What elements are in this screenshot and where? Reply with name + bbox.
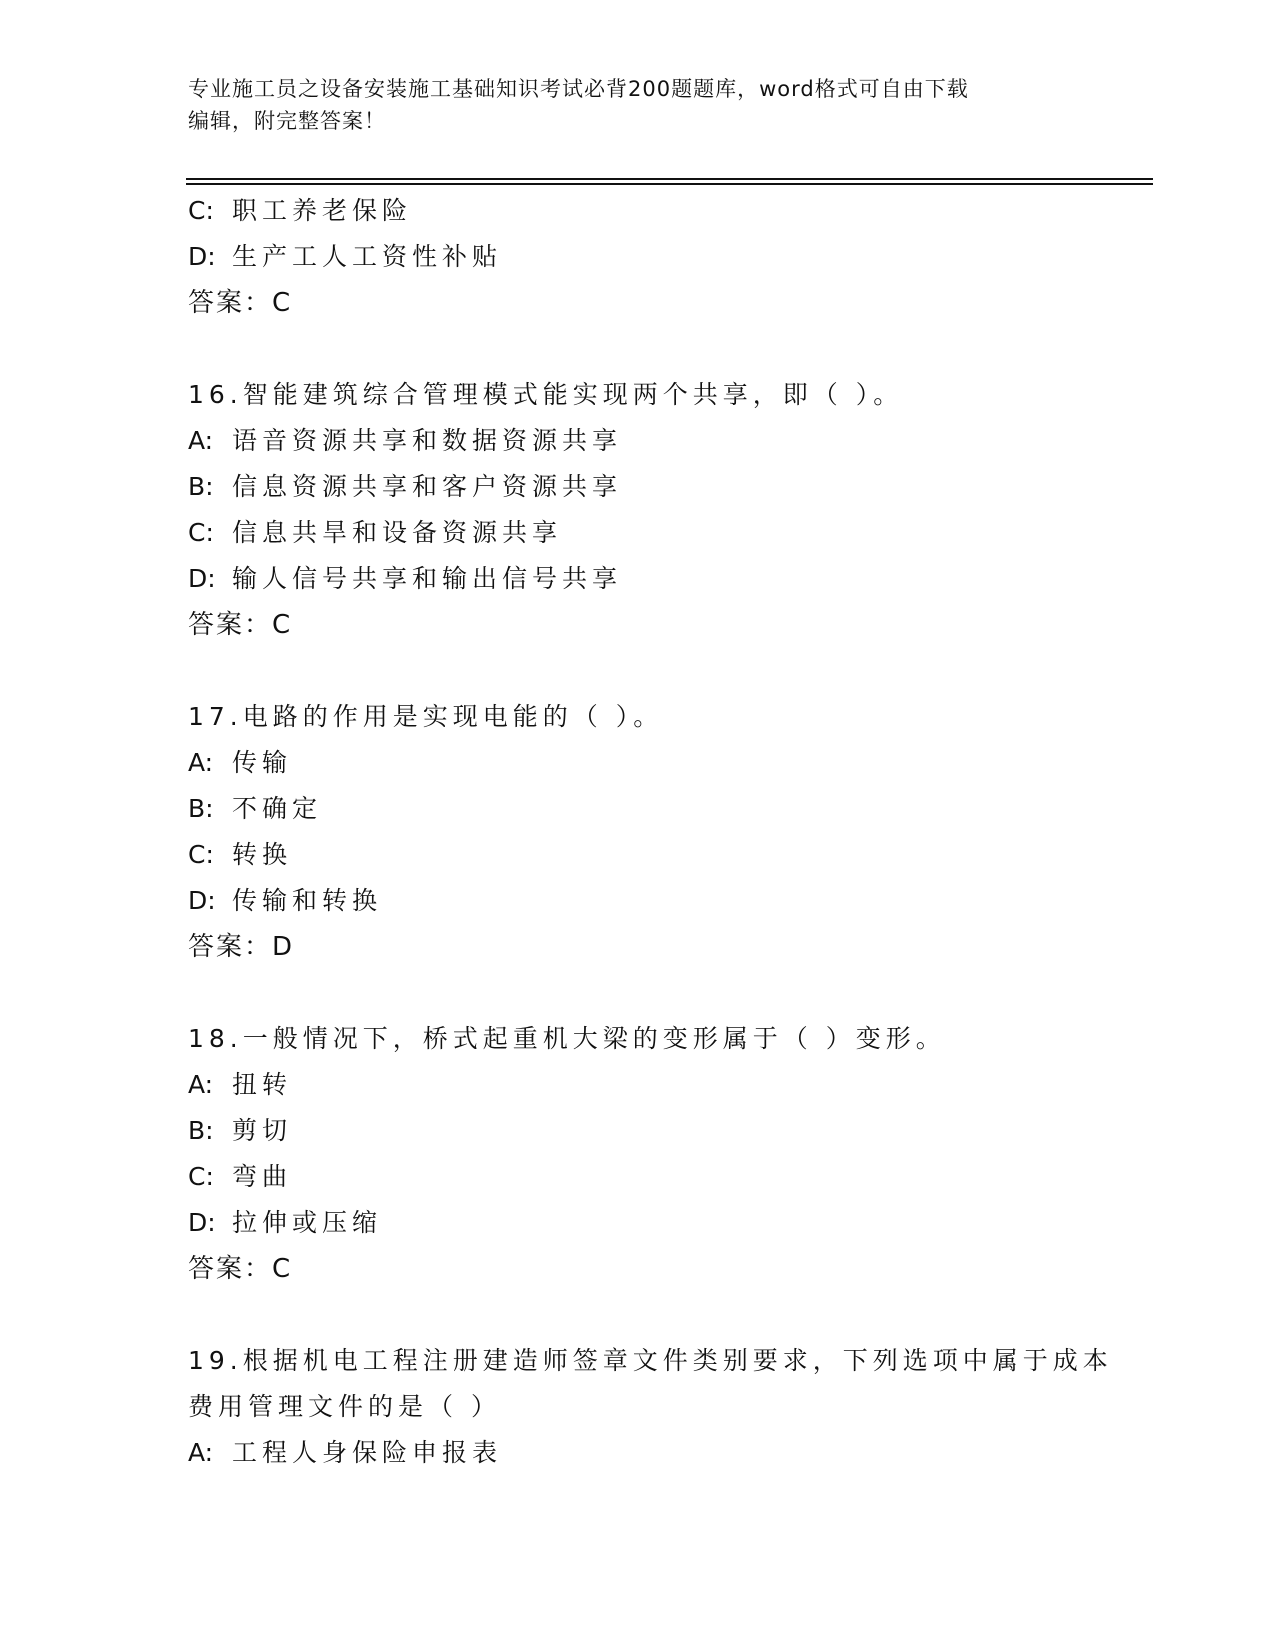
option-label: D: <box>188 242 216 271</box>
option-item <box>188 418 1148 464</box>
answer-text: 答案：C <box>188 610 293 640</box>
option-label: B: <box>188 1116 214 1145</box>
option-label: A: <box>188 1070 214 1099</box>
option-text: 工程人身保险申报表 <box>232 1438 503 1467</box>
header-line-1: 专业施工员之设备安装施工基础知识考试必背200题题库，word格式可自由下载 <box>188 77 969 101</box>
answer-text: 答案：C <box>188 288 293 318</box>
option-text: 扭转 <box>232 1070 293 1099</box>
option-item <box>188 464 1148 510</box>
option-item <box>188 1200 1148 1246</box>
header-line-2: 编辑，附完整答案！ <box>188 109 386 133</box>
option-label: D: <box>188 564 216 593</box>
option-label: C: <box>188 196 214 225</box>
option-label: C: <box>188 1162 214 1191</box>
option-item <box>188 556 1148 602</box>
option-item <box>188 878 1148 924</box>
option-text: 剪切 <box>232 1116 293 1145</box>
option-label: B: <box>188 794 214 823</box>
option-text: 信息共旱和设备资源共享 <box>232 518 563 547</box>
option-item <box>188 1108 1148 1154</box>
option-label: B: <box>188 472 214 501</box>
option-label: C: <box>188 518 214 547</box>
option-text: 传输 <box>232 748 293 777</box>
answer-text: 答案：D <box>188 932 295 962</box>
question-stem: 18.一般情况下，桥式起重机大梁的变形属于（ ）变形。 <box>188 1024 946 1053</box>
answer-text: 答案：C <box>188 1254 293 1284</box>
option-item <box>188 1430 1148 1476</box>
option-item <box>188 786 1148 832</box>
option-item <box>188 188 1148 234</box>
header-divider-bottom <box>186 183 1153 185</box>
question-stem <box>188 1338 1148 1430</box>
option-label: D: <box>188 1208 216 1237</box>
option-label: A: <box>188 748 214 777</box>
option-label: A: <box>188 1438 214 1467</box>
option-item <box>188 1154 1148 1200</box>
option-item <box>188 740 1148 786</box>
option-item <box>188 234 1148 280</box>
option-item <box>188 510 1148 556</box>
question-list <box>188 188 1148 1476</box>
question-stem-line-2: 费用管理文件的是（ ） <box>188 1392 501 1421</box>
option-text: 不确定 <box>232 794 323 823</box>
option-text: 生产工人工资性补贴 <box>232 242 503 271</box>
option-text: 职工养老保险 <box>232 196 413 225</box>
option-label: C: <box>188 840 214 869</box>
option-item <box>188 1062 1148 1108</box>
option-text: 信息资源共享和客户资源共享 <box>232 472 623 501</box>
option-item <box>188 832 1148 878</box>
option-label: D: <box>188 886 216 915</box>
option-text: 弯曲 <box>232 1162 293 1191</box>
option-text: 语音资源共享和数据资源共享 <box>232 426 623 455</box>
question-stem: 16.智能建筑综合管理模式能实现两个共享，即（ ）。 <box>188 380 904 409</box>
option-text: 传输和转换 <box>232 886 383 915</box>
option-text: 输人信号共享和输出信号共享 <box>232 564 623 593</box>
option-text: 转换 <box>232 840 293 869</box>
option-label: A: <box>188 426 214 455</box>
question-stem-line-1: 19.根据机电工程注册建造师签章文件类别要求，下列选项中属于成本 <box>188 1346 1113 1375</box>
document-header <box>188 73 1088 137</box>
header-divider-top <box>186 178 1153 180</box>
option-text: 拉伸或压缩 <box>232 1208 383 1237</box>
question-stem: 17.电路的作用是实现电能的（ ）。 <box>188 702 664 731</box>
